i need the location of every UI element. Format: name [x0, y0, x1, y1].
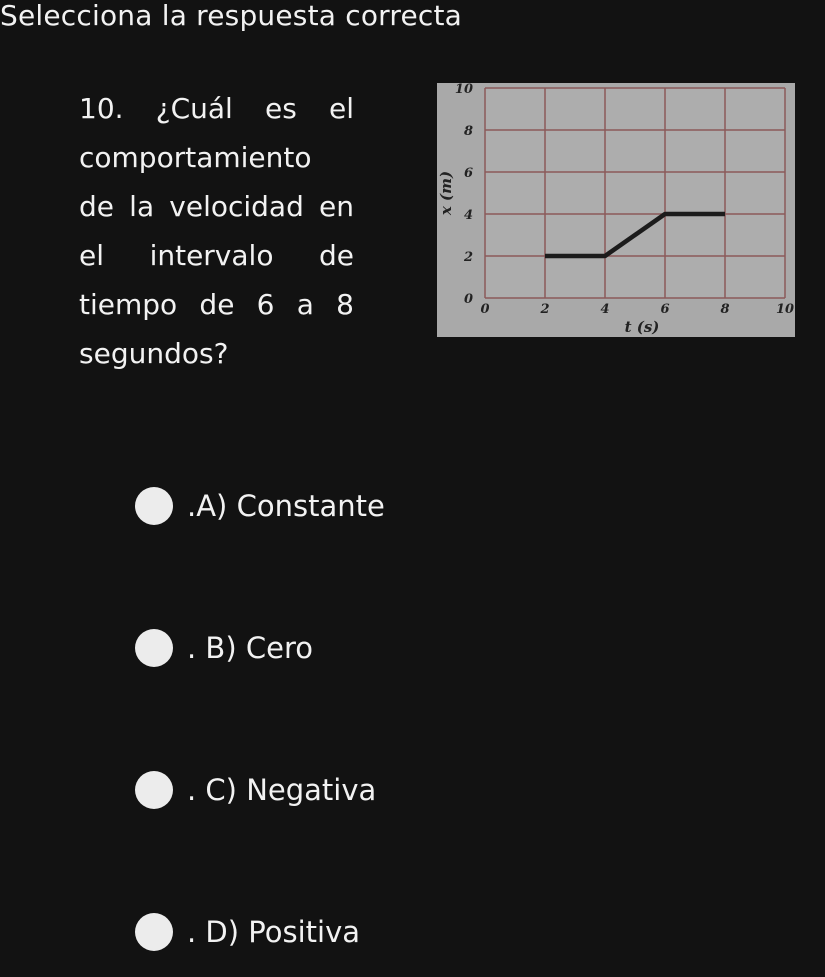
y-tick-label-1: 2	[463, 250, 473, 265]
x-tick-label-3: 6	[660, 302, 670, 317]
option-a[interactable]	[135, 484, 385, 528]
option-b[interactable]	[135, 626, 313, 670]
option-c[interactable]	[135, 768, 376, 812]
position-time-chart	[437, 83, 795, 337]
option-d[interactable]	[135, 910, 360, 954]
option-d-label: . D) Positiva	[187, 915, 361, 949]
option-a-label: .A) Constante	[187, 489, 385, 523]
question-text: 10. ¿Cuál es el comportamiento de la velocidad en el intervalo de tiempo de 6 a 8 segundos?	[79, 92, 354, 370]
y-tick-label-0: 0	[463, 292, 473, 307]
radio-button-c[interactable]	[135, 771, 173, 809]
option-b-label: . B) Cero	[187, 631, 313, 665]
radio-button-d[interactable]	[135, 913, 173, 951]
chart-svg	[437, 83, 795, 337]
option-c-label: . C) Negativa	[187, 773, 377, 807]
x-tick-label-0: 0	[480, 302, 490, 317]
x-tick-label-4: 8	[720, 302, 730, 317]
x-tick-label-5: 10	[775, 302, 795, 317]
radio-button-b[interactable]	[135, 629, 173, 667]
y-axis-label: x (m)	[437, 170, 455, 216]
x-tick-label-1: 2	[540, 302, 550, 317]
y-tick-label-4: 8	[463, 124, 473, 139]
page-title: Selecciona la respuesta correcta	[0, 0, 463, 32]
x-axis-label: t (s)	[624, 318, 660, 336]
y-tick-label-2: 4	[463, 208, 473, 223]
y-tick-label-3: 6	[463, 166, 473, 181]
radio-button-a[interactable]	[135, 487, 173, 525]
plot-area	[485, 88, 785, 298]
x-tick-label-2: 4	[600, 302, 610, 317]
y-tick-label-5: 10	[454, 83, 473, 97]
